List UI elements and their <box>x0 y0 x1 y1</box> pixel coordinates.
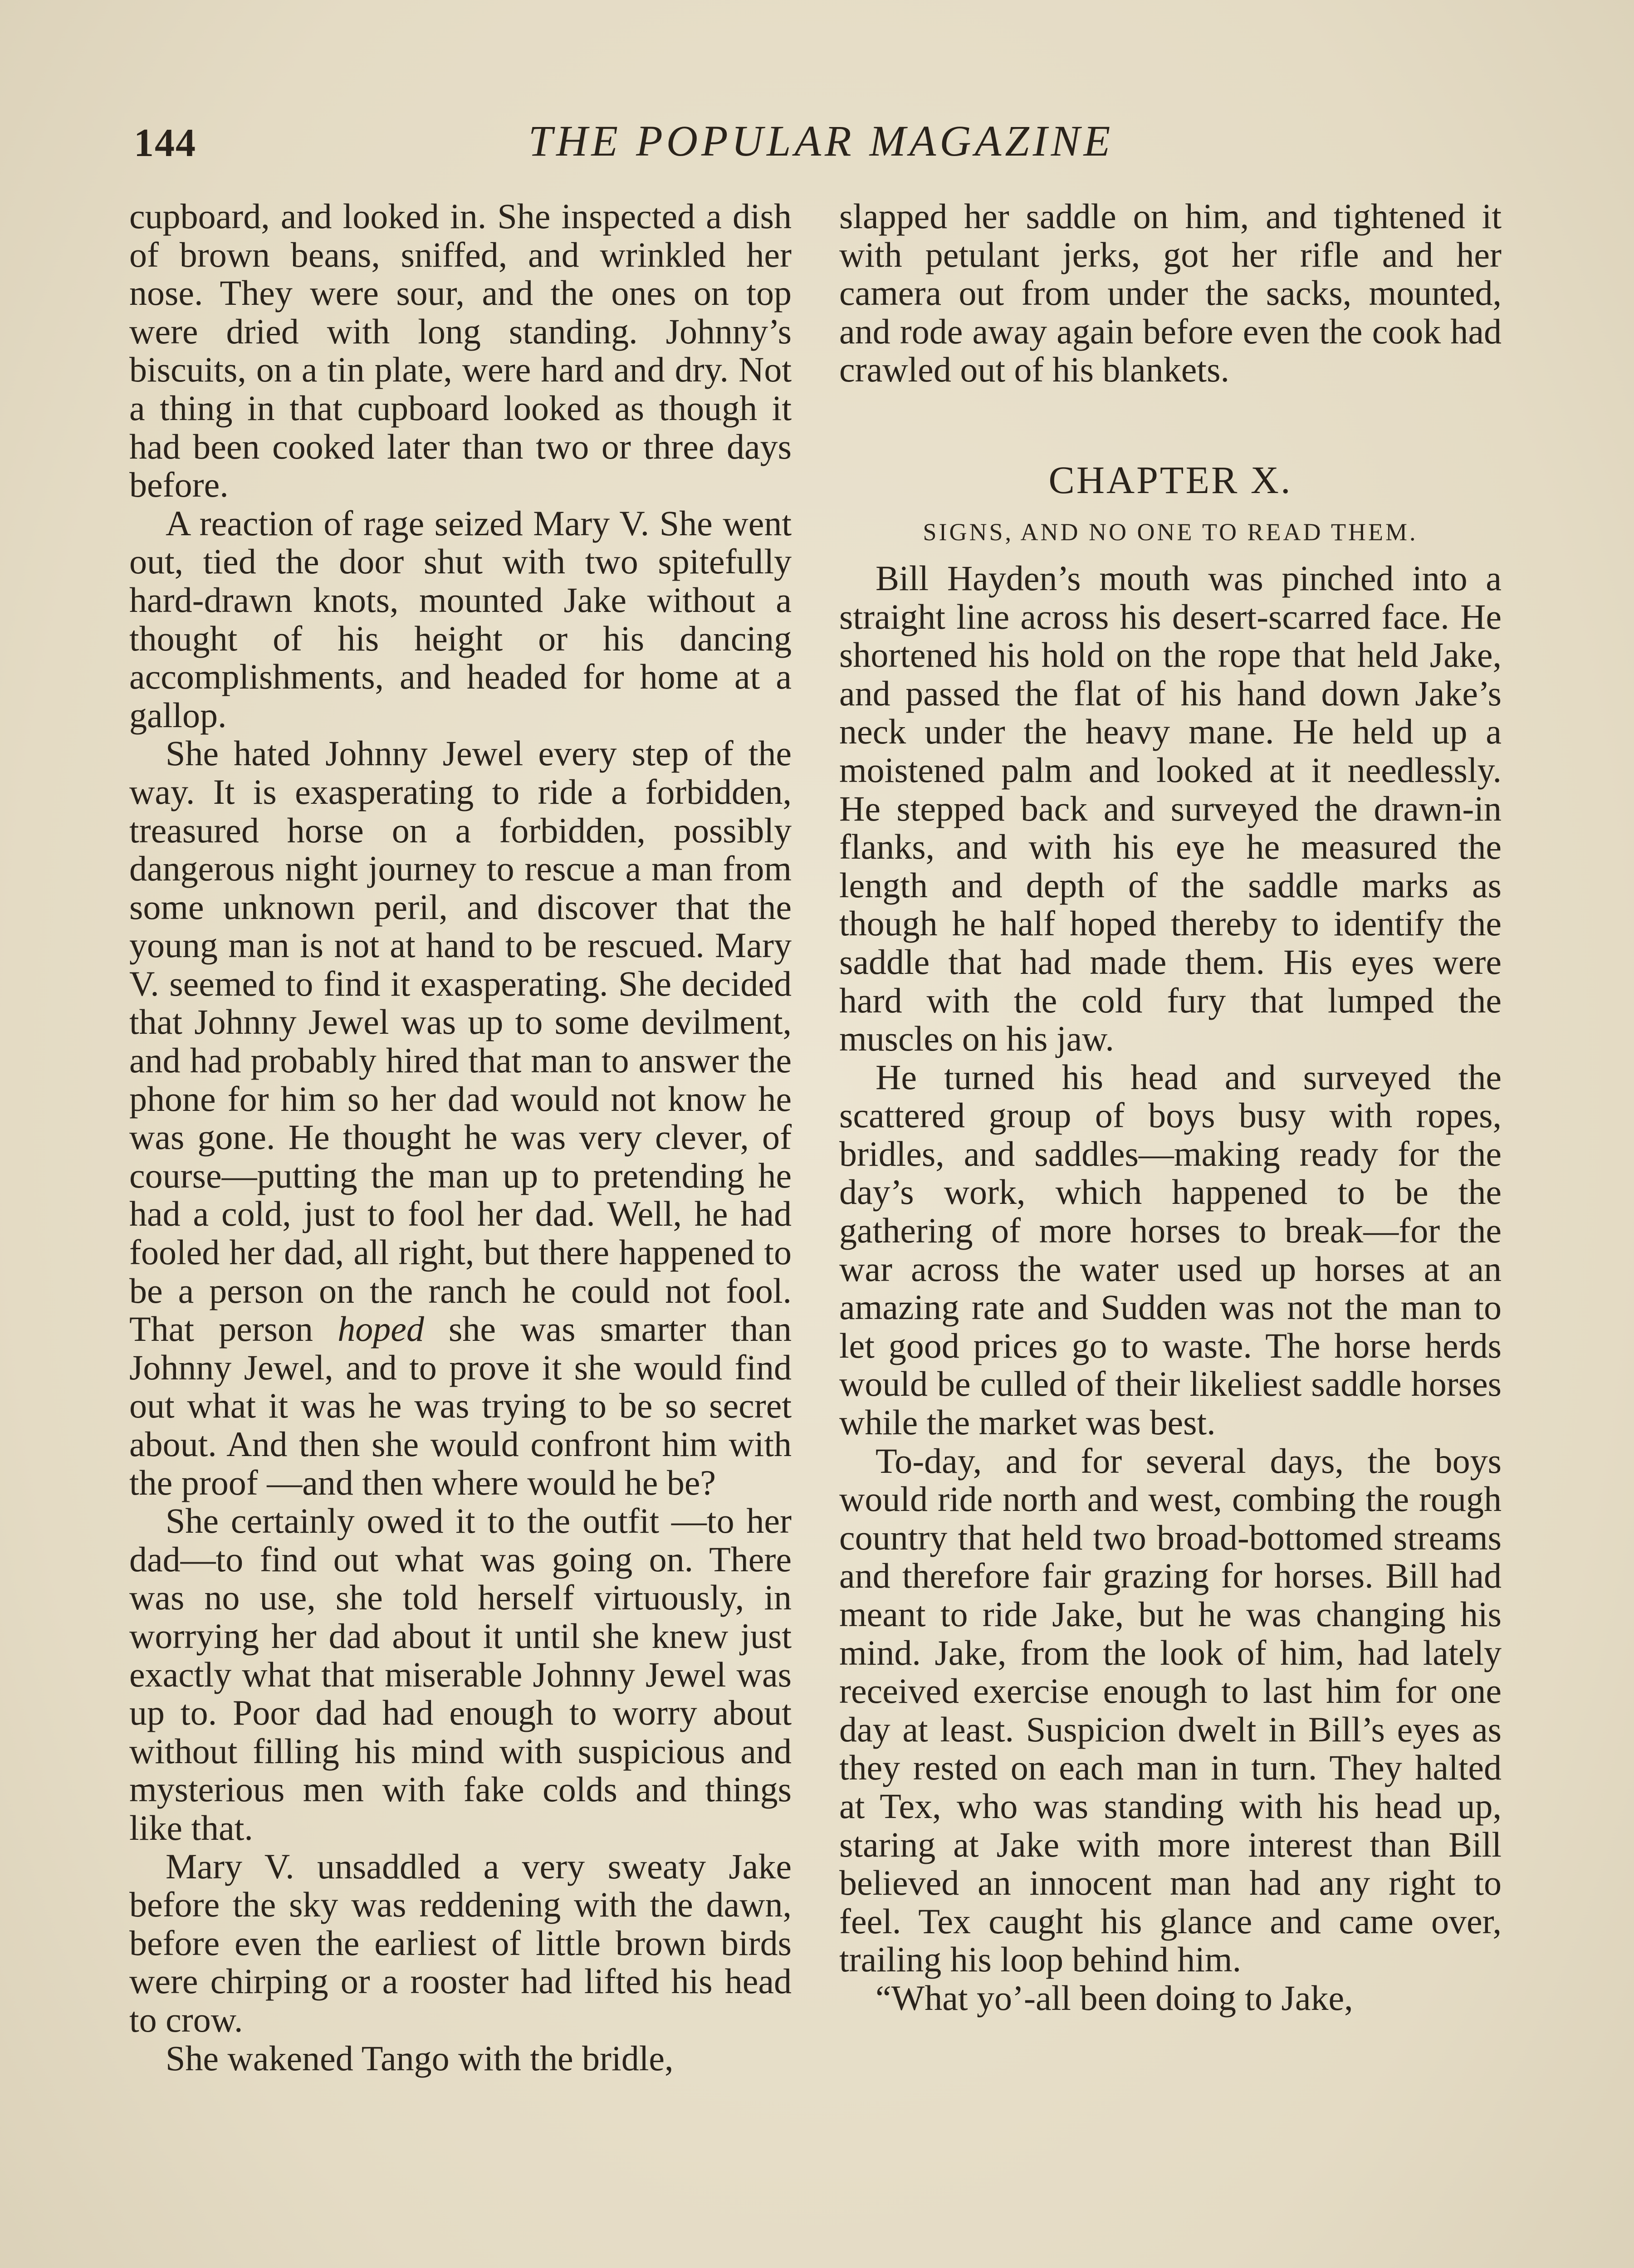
paragraph: slapped her saddle on him, and tightened it with petulant jerks, got her rifle and her camera out from under the sacks, mounted, and rode away again before even the cook had crawled out of his blankets. <box>839 196 1502 390</box>
running-title: THE POPULAR MAGAZINE <box>528 117 1114 165</box>
right-column <box>839 197 1502 2018</box>
italic-word: hoped <box>338 1309 424 1349</box>
chapter-title: CHAPTER X. <box>1048 458 1292 502</box>
page-number: 144 <box>134 121 196 165</box>
paragraph: “What yo’-all been doing to Jake, <box>876 1978 1353 2018</box>
paragraph <box>129 734 792 1502</box>
paragraph: He turned his head and surveyed the scattered group of boys busy with ropes, bridles, and saddles—making ready for the day’s work, which happened to be the gathering of more horses to break—for the war across the water used up horses at an amazing rate and Sudden was not the man to let good prices go to waste. The horse herds would be culled of their likeliest saddle horses while the market was best. <box>839 1057 1502 1442</box>
paragraph: Bill Hayden’s mouth was pinched into a straight line across his desert-scarred face. He shortened his hold on the rope that held Jake, and passed the flat of his hand down Jake’s neck under the heavy mane. He held up a moistened palm and looked at it needlessly. He stepped back and surveyed the drawn-in flanks, and with his eye he measured the length and depth of the saddle marks as though he half hoped thereby to identify the saddle that had made them. His eyes were hard with the cold fury that lumped the muscles on his jaw. <box>839 558 1502 1059</box>
paragraph: Mary V. unsaddled a very sweaty Jake before the sky was reddening with the dawn, before even the earliest of little brown birds were chirping or a rooster had lifted his head to crow. <box>129 1846 792 2039</box>
paragraph-text: she was smarter than Johnny Jewel, and to prove it she would find out what it was he was trying to be so secret about. And then she would confront him with the proof —and then where would he be? <box>129 1309 792 1502</box>
chapter-subtitle: SIGNS, AND NO ONE TO READ THEM. <box>923 518 1418 546</box>
paragraph: A reaction of rage seized Mary V. She went out, tied the door shut with two spitefully hard-drawn knots, mounted Jake without a thought of his height or his dancing accomplishments, and headed for home at a gallop. <box>129 503 792 735</box>
paragraph: She wakened Tango with the bridle, <box>166 2038 674 2078</box>
paragraph: To-day, and for several days, the boys would ride north and west, combing the rough country that held two broad-bottomed streams and therefore fair grazing for horses. Bill had meant to ride Jake, but he was changing his mind. Jake, from the look of him, had lately received exercise enough to last him for one day at least. Suspicion dwelt in Bill’s eyes as they rested on each man in turn. They halted at Tex, who was standing with his head up, staring at Jake with more interest than Bill believed an innocent man had any right to feel. Tex caught his glance and came over, trailing his loop behind him. <box>839 1441 1502 1980</box>
paragraph-text: She hated Johnny Jewel every step of the way. It is exasperating to ride a forbidden, treasured horse on a forbidden, possibly dangerous night journey to rescue a man from some unknown peril, and discover that the young man is not at hand to be rescued. Mary V. seemed to find it exasperating. She decided that Johnny Jewel was up to some devilment, and had probably hired that man to answer the phone for him so her dad would not know he was gone. He thought he was very clever, of course—putting the man up to pretending he had a cold, just to fool her dad. Well, he had fooled her dad, all right, but there happened to be a person on the ranch he could not fool. That person <box>129 733 792 1349</box>
page-header <box>134 116 1508 184</box>
left-column <box>129 197 792 2077</box>
paragraph: She certainly owed it to the outfit —to her dad—to find out what was going on. There was no use, she told herself virtuously, in worrying her dad about it until she knew just exactly what that miserable Johnny Jewel was up to. Poor dad had enough to worry about without filling his mind with suspicious and mysterious men with fake colds and things like that. <box>129 1501 792 1848</box>
paragraph: cupboard, and looked in. She inspected a dish of brown beans, sniffed, and wrinkled her nose. They were sour, and the ones on top were dried with long standing. Johnny’s biscuits, on a tin plate, were hard and dry. Not a thing in that cupboard looked as though it had been cooked later than two or three days before. <box>129 196 792 505</box>
